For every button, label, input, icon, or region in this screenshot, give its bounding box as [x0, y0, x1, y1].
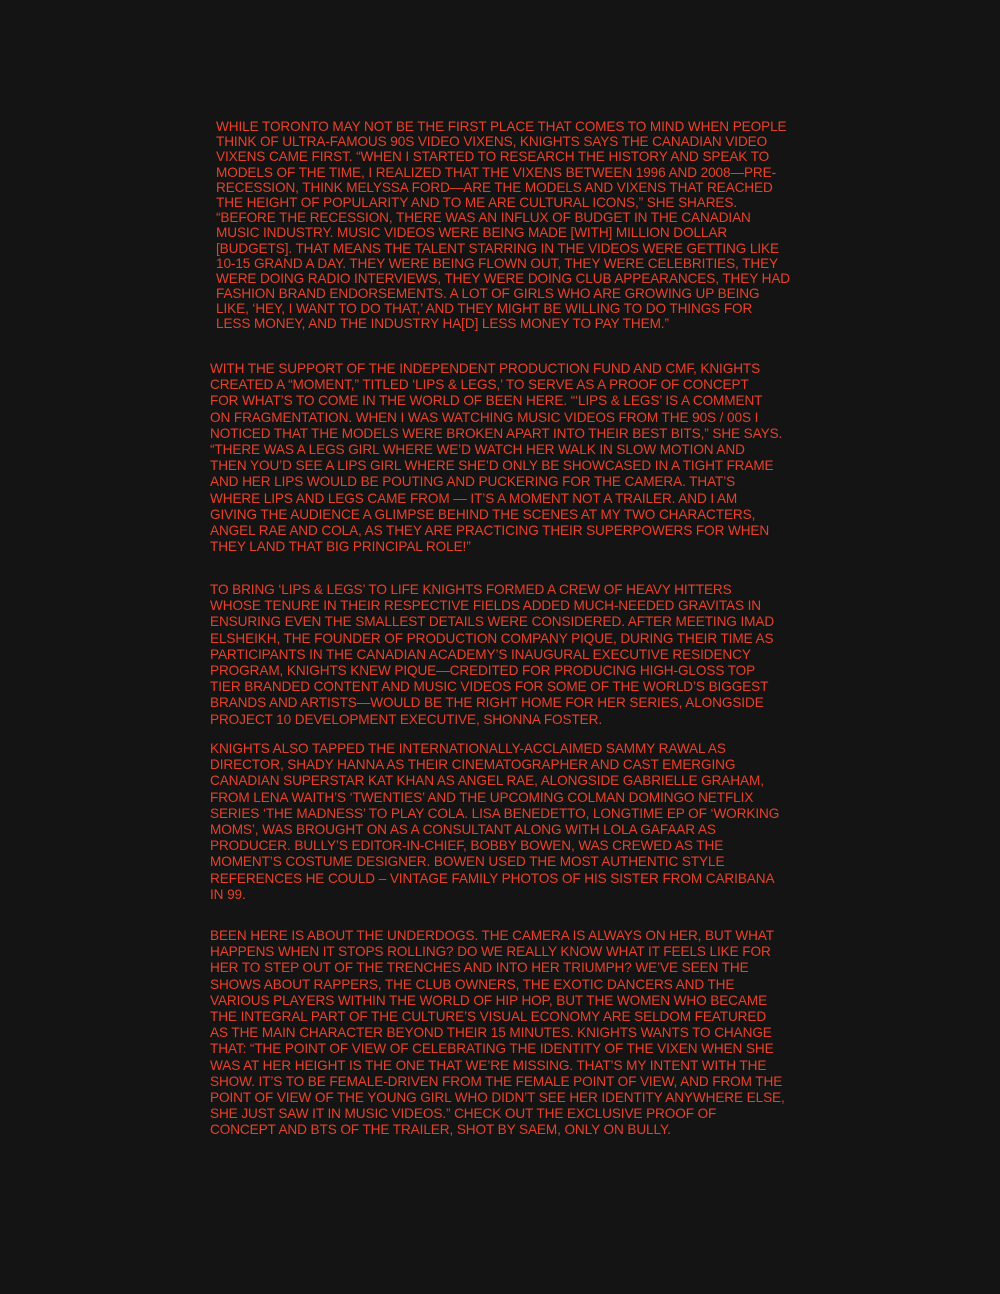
text-line: THE INTEGRAL PART OF THE CULTURE’S VISUAL ECONOMY ARE SELDOM FEATURED	[210, 1009, 767, 1025]
text-line: RECESSION, THINK MELYSSA FORD—ARE THE MODELS AND VIXENS THAT REACHED	[216, 179, 773, 195]
text-line: THAT: “THE POINT OF VIEW OF CELEBRATING THE IDENTITY OF THE VIXEN WHEN SHE	[210, 1041, 774, 1057]
text-line: PRODUCER. BULLY’S EDITOR-IN-CHIEF, BOBBY BOWEN, WAS CREWED AS THE	[210, 838, 724, 854]
text-line: WHOSE TENURE IN THEIR RESPECTIVE FIELDS ADDED MUCH-NEEDED GRAVITAS IN	[210, 598, 762, 614]
text-line: ELSHEIKH, THE FOUNDER OF PRODUCTION COMPANY PIQUE, DURING THEIR TIME AS	[210, 630, 774, 646]
text-line: VARIOUS PLAYERS WITHIN THE WORLD OF HIP HOP, BUT THE WOMEN WHO BECAME	[210, 992, 768, 1008]
text-line: THEN YOU’D SEE A LIPS GIRL WHERE SHE’D ONLY BE SHOWCASED IN A TIGHT FRAME	[210, 458, 774, 474]
text-line: SERIES ‘THE MADNESS’ TO PLAY COLA. LISA BENEDETTO, LONGTIME EP OF ‘WORKING	[210, 805, 780, 821]
text-line: FOR WHAT’S TO COME IN THE WORLD OF BEEN HERE. “‘LIPS & LEGS’ IS A COMMENT	[210, 393, 763, 409]
text-line: LIKE, ‘HEY, I WANT TO DO THAT,’ AND THEY MIGHT BE WILLING TO DO THINGS FOR	[216, 301, 753, 317]
text-line: TO BRING ‘LIPS & LEGS’ TO LIFE KNIGHTS FORMED A CREW OF HEAVY HITTERS	[210, 582, 732, 597]
text-line: POINT OF VIEW OF THE YOUNG GIRL WHO DIDN’T SEE HER IDENTITY ANYWHERE ELSE,	[210, 1090, 785, 1106]
text-line: SHE JUST SAW IT IN MUSIC VIDEOS.” CHECK OUT THE EXCLUSIVE PROOF OF	[210, 1106, 717, 1122]
text-line: WERE DOING RADIO INTERVIEWS, THEY WERE DOING CLUB APPEARANCES, THEY HAD	[216, 270, 791, 286]
text-line: MODELS OF THE TIME, I REALIZED THAT THE VIXENS BETWEEN 1996 AND 2008—PRE-	[216, 164, 777, 180]
text-line: THE HEIGHT OF POPULARITY AND TO ME ARE CULTURAL ICONS,” SHE SHARES.	[216, 194, 738, 210]
text-line: REFERENCES HE COULD – VINTAGE FAMILY PHOTOS OF HIS SISTER FROM CARIBANA	[210, 870, 775, 886]
text-line: BRANDS AND ARTISTS—WOULD BE THE RIGHT HOME FOR HER SERIES, ALONGSIDE	[210, 695, 764, 711]
text-line: SHOWS ABOUT RAPPERS, THE CLUB OWNERS, THE EXOTIC DANCERS AND THE	[210, 976, 735, 992]
text-line: MOMENT’S COSTUME DESIGNER. BOWEN USED THE MOST AUTHENTIC STYLE	[210, 854, 725, 870]
text-line: BEEN HERE IS ABOUT THE UNDERDOGS. THE CAMERA IS ALWAYS ON HER, BUT WHAT	[210, 928, 774, 943]
text-line: ANGEL RAE AND COLA, AS THEY ARE PRACTICING THEIR SUPERPOWERS FOR WHEN	[210, 523, 770, 539]
text-line: WHILE TORONTO MAY NOT BE THE FIRST PLACE THAT COMES TO MIND WHEN PEOPLE	[216, 119, 787, 134]
text-line: AND HER LIPS WOULD BE POUTING AND PUCKERING FOR THE CAMERA. THAT’S	[210, 474, 736, 490]
text-line: PROGRAM, KNIGHTS KNEW PIQUE—CREDITED FOR PRODUCING HIGH-GLOSS TOP	[210, 663, 756, 679]
text-line: MUSIC INDUSTRY. MUSIC VIDEOS WERE BEING MADE [WITH] MILLION DOLLAR	[216, 225, 728, 241]
text-line: 10-15 GRAND A DAY. THEY WERE BEING FLOWN OUT, THEY WERE CELEBRITIES, THEY	[216, 255, 779, 271]
text-line: DIRECTOR, SHADY HANNA AS THEIR CINEMATOGRAPHER AND CAST EMERGING	[210, 757, 736, 773]
paragraph-toronto-vixens	[216, 119, 790, 332]
text-line: SHOW. IT’S TO BE FEMALE-DRIVEN FROM THE FEMALE POINT OF VIEW, AND FROM THE	[210, 1073, 783, 1089]
text-line: AS THE MAIN CHARACTER BEYOND THEIR 15 MINUTES. KNIGHTS WANTS TO CHANGE	[210, 1025, 772, 1041]
text-line: VIXENS CAME FIRST. “WHEN I STARTED TO RESEARCH THE HISTORY AND SPEAK TO	[216, 149, 770, 165]
text-line: PROJECT 10 DEVELOPMENT EXECUTIVE, SHONNA FOSTER.	[210, 711, 603, 727]
text-line: GIVING THE AUDIENCE A GLIMPSE BEHIND THE SCENES AT MY TWO CHARACTERS,	[210, 506, 756, 522]
text-line: MOMS’, WAS BROUGHT ON AS A CONSULTANT ALONG WITH LOLA GAFAAR AS	[210, 822, 716, 838]
text-line: LESS MONEY, AND THE INDUSTRY HA[D] LESS MONEY TO PAY THEM.”	[216, 316, 669, 332]
text-line: THINK OF ULTRA-FAMOUS 90S VIDEO VIXENS, KNIGHTS SAYS THE CANADIAN VIDEO	[216, 134, 768, 150]
text-line: [BUDGETS]. THAT MEANS THE TALENT STARRING IN THE VIDEOS WERE GETTING LIKE	[216, 240, 779, 256]
text-line: WHERE LIPS AND LEGS CAME FROM — IT’S A MOMENT NOT A TRAILER. AND I AM	[210, 490, 738, 506]
text-line: TIER BRANDED CONTENT AND MUSIC VIDEOS FOR SOME OF THE WORLD’S BIGGEST	[210, 679, 769, 695]
text-line: “THERE WAS A LEGS GIRL WHERE WE’D WATCH HER WALK IN SLOW MOTION AND	[210, 442, 745, 458]
text-line: CONCEPT AND BTS OF THE TRAILER, SHOT BY SAEM, ONLY ON BULLY.	[210, 1122, 671, 1138]
text-line: WAS AT HER HEIGHT IS THE ONE THAT WE’RE MISSING. THAT’S MY INTENT WITH THE	[210, 1057, 767, 1073]
text-line: FASHION BRAND ENDORSEMENTS. A LOT OF GIRLS WHO ARE GROWING UP BEING	[216, 286, 760, 302]
text-line: ON FRAGMENTATION. WHEN I WAS WATCHING MUSIC VIDEOS FROM THE 90S / 00S I	[210, 409, 759, 425]
paragraph-cast-and-director	[210, 741, 779, 903]
text-line: CANADIAN SUPERSTAR KAT KHAN AS ANGEL RAE, ALONGSIDE GABRIELLE GRAHAM,	[210, 773, 764, 789]
text-line: IN 99.	[210, 886, 246, 902]
text-line: HER TO STEP OUT OF THE TRENCHES AND INTO HER TRIUMPH? WE’VE SEEN THE	[210, 960, 749, 976]
text-line: ENSURING EVEN THE SMALLEST DETAILS WERE CONSIDERED. AFTER MEETING IMAD	[210, 614, 775, 630]
text-line: WITH THE SUPPORT OF THE INDEPENDENT PRODUCTION FUND AND CMF, KNIGHTS	[210, 361, 761, 376]
text-line: KNIGHTS ALSO TAPPED THE INTERNATIONALLY-ACCLAIMED SAMMY RAWAL AS	[210, 741, 726, 756]
text-line: “BEFORE THE RECESSION, THERE WAS AN INFLUX OF BUDGET IN THE CANADIAN	[216, 210, 751, 226]
paragraph-lips-and-legs-moment	[210, 361, 782, 555]
paragraph-production-crew	[210, 582, 774, 728]
text-line: THEY LAND THAT BIG PRINCIPAL ROLE!”	[210, 539, 471, 555]
paragraph-underdogs	[210, 928, 785, 1139]
text-line: CREATED A “MOMENT,” TITLED ‘LIPS & LEGS,’ TO SERVE AS A PROOF OF CONCEPT	[210, 377, 749, 393]
text-line: PARTICIPANTS IN THE CANADIAN ACADEMY’S INAUGURAL EXECUTIVE RESIDENCY	[210, 646, 751, 662]
text-line: FROM LENA WAITH’S ‘TWENTIES’ AND THE UPCOMING COLMAN DOMINGO NETFLIX	[210, 789, 754, 805]
text-line: NOTICED THAT THE MODELS WERE BROKEN APART INTO THEIR BEST BITS,” SHE SAYS.	[210, 425, 783, 441]
text-line: HAPPENS WHEN IT STOPS ROLLING? DO WE REALLY KNOW WHAT IT FEELS LIKE FOR	[210, 944, 771, 960]
